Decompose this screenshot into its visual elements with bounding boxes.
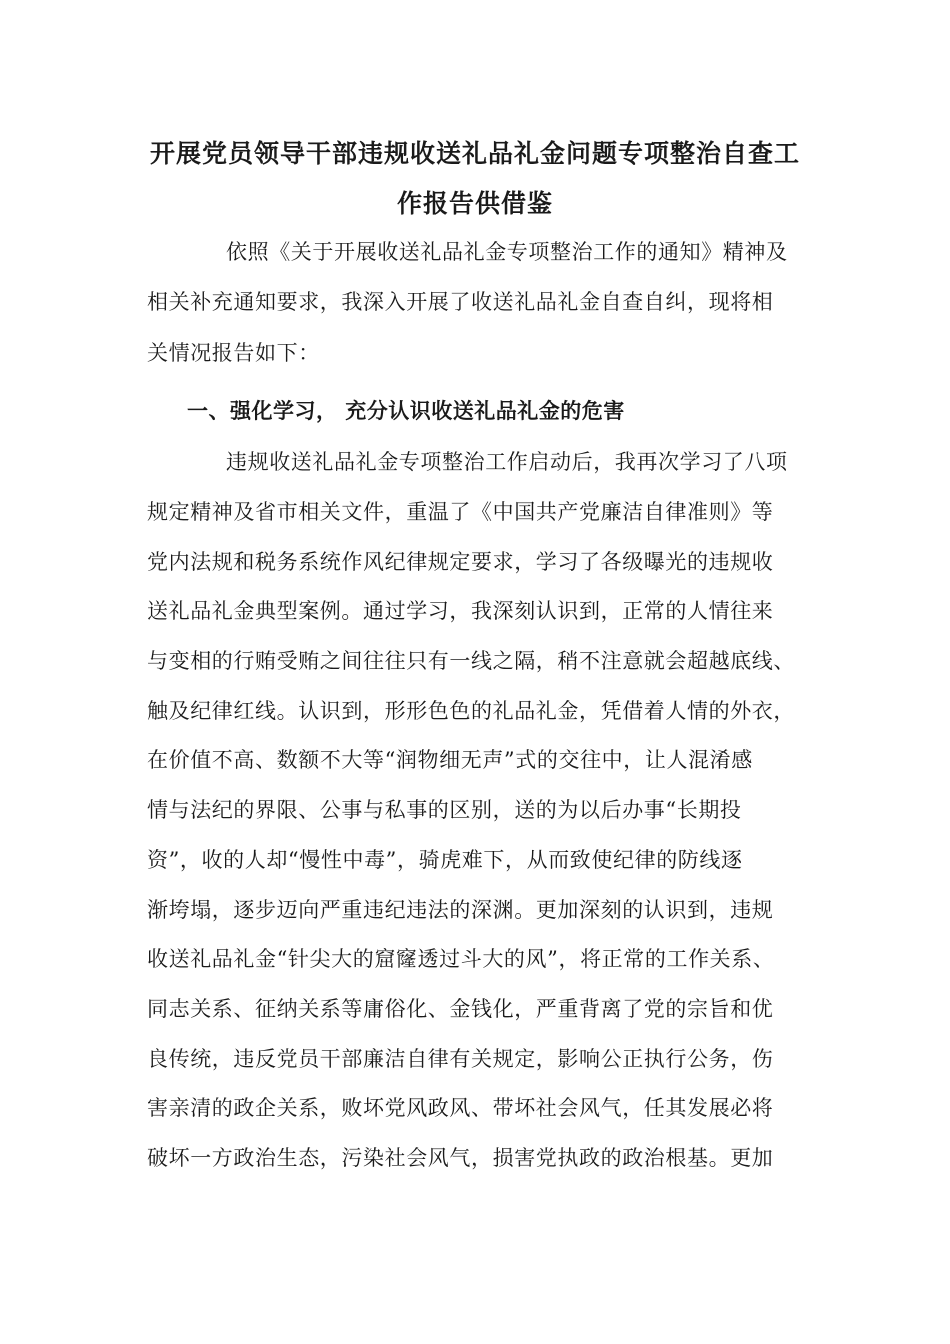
- body-line: 触及纪律红线。认识到，形形色色的礼品礼金，凭借着人情的外衣，: [147, 699, 795, 723]
- body-line: 资”，收的人却“慢性中毒”，骑虎难下，从而致使纪律的防线逐: [147, 848, 743, 872]
- body-line: 渐垮塌，逐步迈向严重违纪违法的深渊。更加深刻的认识到，违规: [147, 898, 774, 922]
- body-line: 送礼品礼金典型案例。通过学习，我深刻认识到，正常的人情往来: [147, 599, 774, 623]
- intro-line: 关情况报告如下：: [147, 341, 320, 365]
- document-title-line-1: 开展党员领导干部违规收送礼品礼金问题专项整治自查工: [149, 139, 800, 168]
- body-line: 收送礼品礼金“针尖大的窟窿透过斗大的风”，将正常的工作关系、: [147, 947, 775, 971]
- body-line: 同志关系、征纳关系等庸俗化、金钱化，严重背离了党的宗旨和优: [147, 997, 774, 1021]
- body-line: 与变相的行贿受贿之间往往只有一线之隔，稍不注意就会超越底线、: [147, 649, 795, 673]
- section-heading: 一、强化学习， 充分认识收送礼品礼金的危害: [187, 399, 625, 423]
- body-line: 破坏一方政治生态，污染社会风气，损害党执政的政治根基。更加: [147, 1146, 774, 1170]
- body-line: 在价值不高、数额不大等“润物细无声”式的交往中，让人混淆感: [147, 748, 753, 772]
- intro-line: 相关补充通知要求，我深入开展了收送礼品礼金自查自纠，现将相: [147, 290, 774, 314]
- document-title-line-2: 作报告供借鉴: [396, 189, 553, 218]
- body-line: 违规收送礼品礼金专项整治工作启动后，我再次学习了八项: [226, 450, 788, 474]
- body-line: 害亲清的政企关系，败坏党风政风、带坏社会风气，任其发展必将: [147, 1096, 774, 1120]
- body-line: 良传统，违反党员干部廉洁自律有关规定，影响公正执行公务，伤: [147, 1047, 774, 1071]
- intro-line: 依照《关于开展收送礼品礼金专项整治工作的通知》精神及: [226, 240, 788, 264]
- body-line: 规定精神及省市相关文件，重温了《中国共产党廉洁自律准则》等: [147, 500, 774, 524]
- body-line: 情与法纪的界限、公事与私事的区别，送的为以后办事“长期投: [147, 798, 742, 822]
- body-line: 党内法规和税务系统作风纪律规定要求，学习了各级曝光的违规收: [147, 550, 774, 574]
